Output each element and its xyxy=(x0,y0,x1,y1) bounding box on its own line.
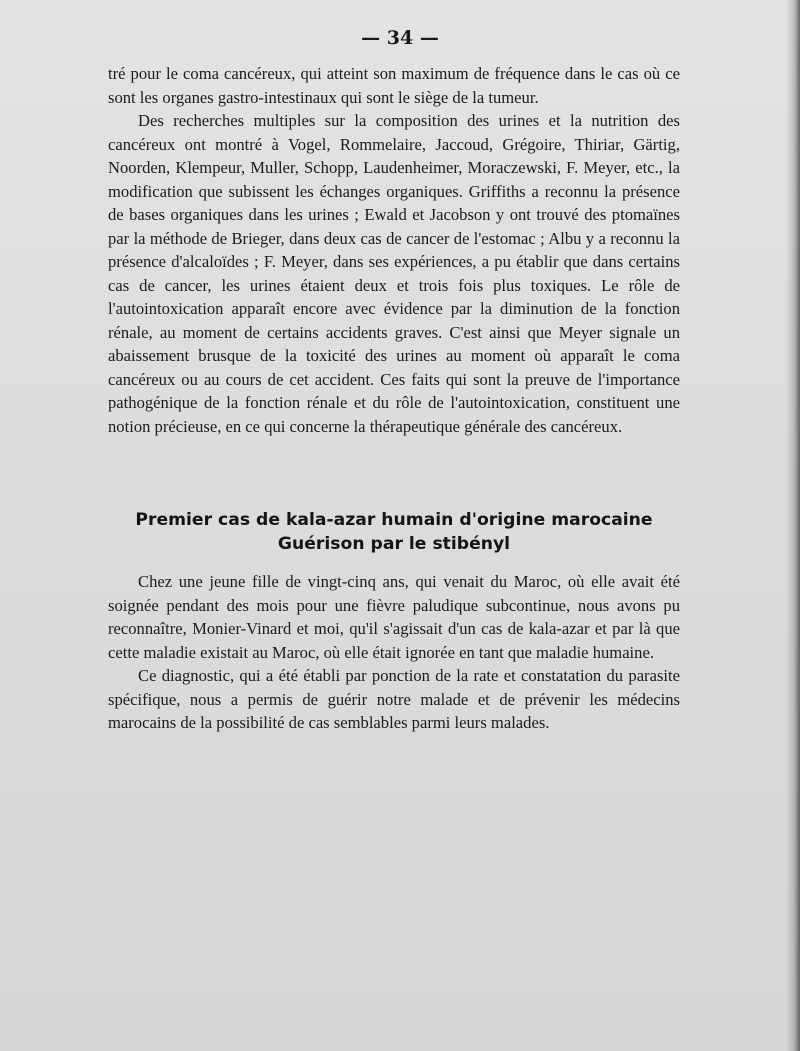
paragraph-continuation: tré pour le coma cancéreux, qui atteint son maximum de fréquence dans le cas où ce sont les organes gastro-intestinaux qui sont le siège de la tumeur. xyxy=(108,64,680,107)
section-heading-line-2: Guérison par le stibényl xyxy=(277,534,511,554)
kala-azar-text-block xyxy=(108,570,680,735)
paragraph-urine-research: Des recherches multiples sur la composition des urines et la nutrition des cancéreux ont montré à Vogel, Rommelaire, Jaccoud, Grégoire, Thiriar, Gärtig, Noorden, Klempeur, Muller, Schopp, Laudenheimer, Moraczewski, F. Meyer, etc., la modification que subissent les échanges organiques. Griffiths a reconnu la présence de bases organiques dans les urines ; Ewald et Jacobson y ont trouvé des ptomaïnes par la méthode de Brieger, dans deux cas de cancer de l'estomac ; Albu y a reconnu la présence d'alcaloïdes ; F. Meyer, dans ses expériences, a pu établir que dans certains cas de cancer, les urines étaient deux et trois fois plus toxiques. Le rôle de l'autointoxication apparaît encore avec évidence par la diminution de la fonction rénale, au moment de certains accidents graves. C'est ainsi que Meyer signale un abaissement brusque de la toxicité des urines au moment où apparaît le coma cancéreux ou au cours de cet accident. Ces faits qui sont la preuve de l'importance pathogénique de la fonction rénale et du rôle de l'autointoxication, constituent une notion précieuse, en ce qui concerne la thérapeutique générale des cancéreux. xyxy=(108,111,680,436)
section-heading xyxy=(108,508,680,556)
paragraph-diagnosis: Ce diagnostic, qui a été établi par ponction de la rate et constatation du parasite spécifique, nous a permis de guérir notre malade et de prévenir les médecins marocains de la possibilité de cas semblables parmi leurs malades. xyxy=(108,666,680,732)
page-edge-shadow xyxy=(786,0,800,1051)
page-number: — 34 — xyxy=(361,27,439,49)
intro-text-block xyxy=(108,62,680,438)
paragraph-case-description: Chez une jeune fille de vingt-cinq ans, qui venait du Maroc, où elle avait été soignée pendant des mois pour une fièvre paludique subcontinue, nous avons pu reconnaître, Monier-Vinard et moi, qu'il s'agissait d'un cas de kala-azar et par là que cette maladie existait au Maroc, où elle était ignorée en tant que maladie humaine. xyxy=(108,572,680,662)
section-heading-line-1: Premier cas de kala-azar humain d'origine marocaine xyxy=(135,510,653,530)
